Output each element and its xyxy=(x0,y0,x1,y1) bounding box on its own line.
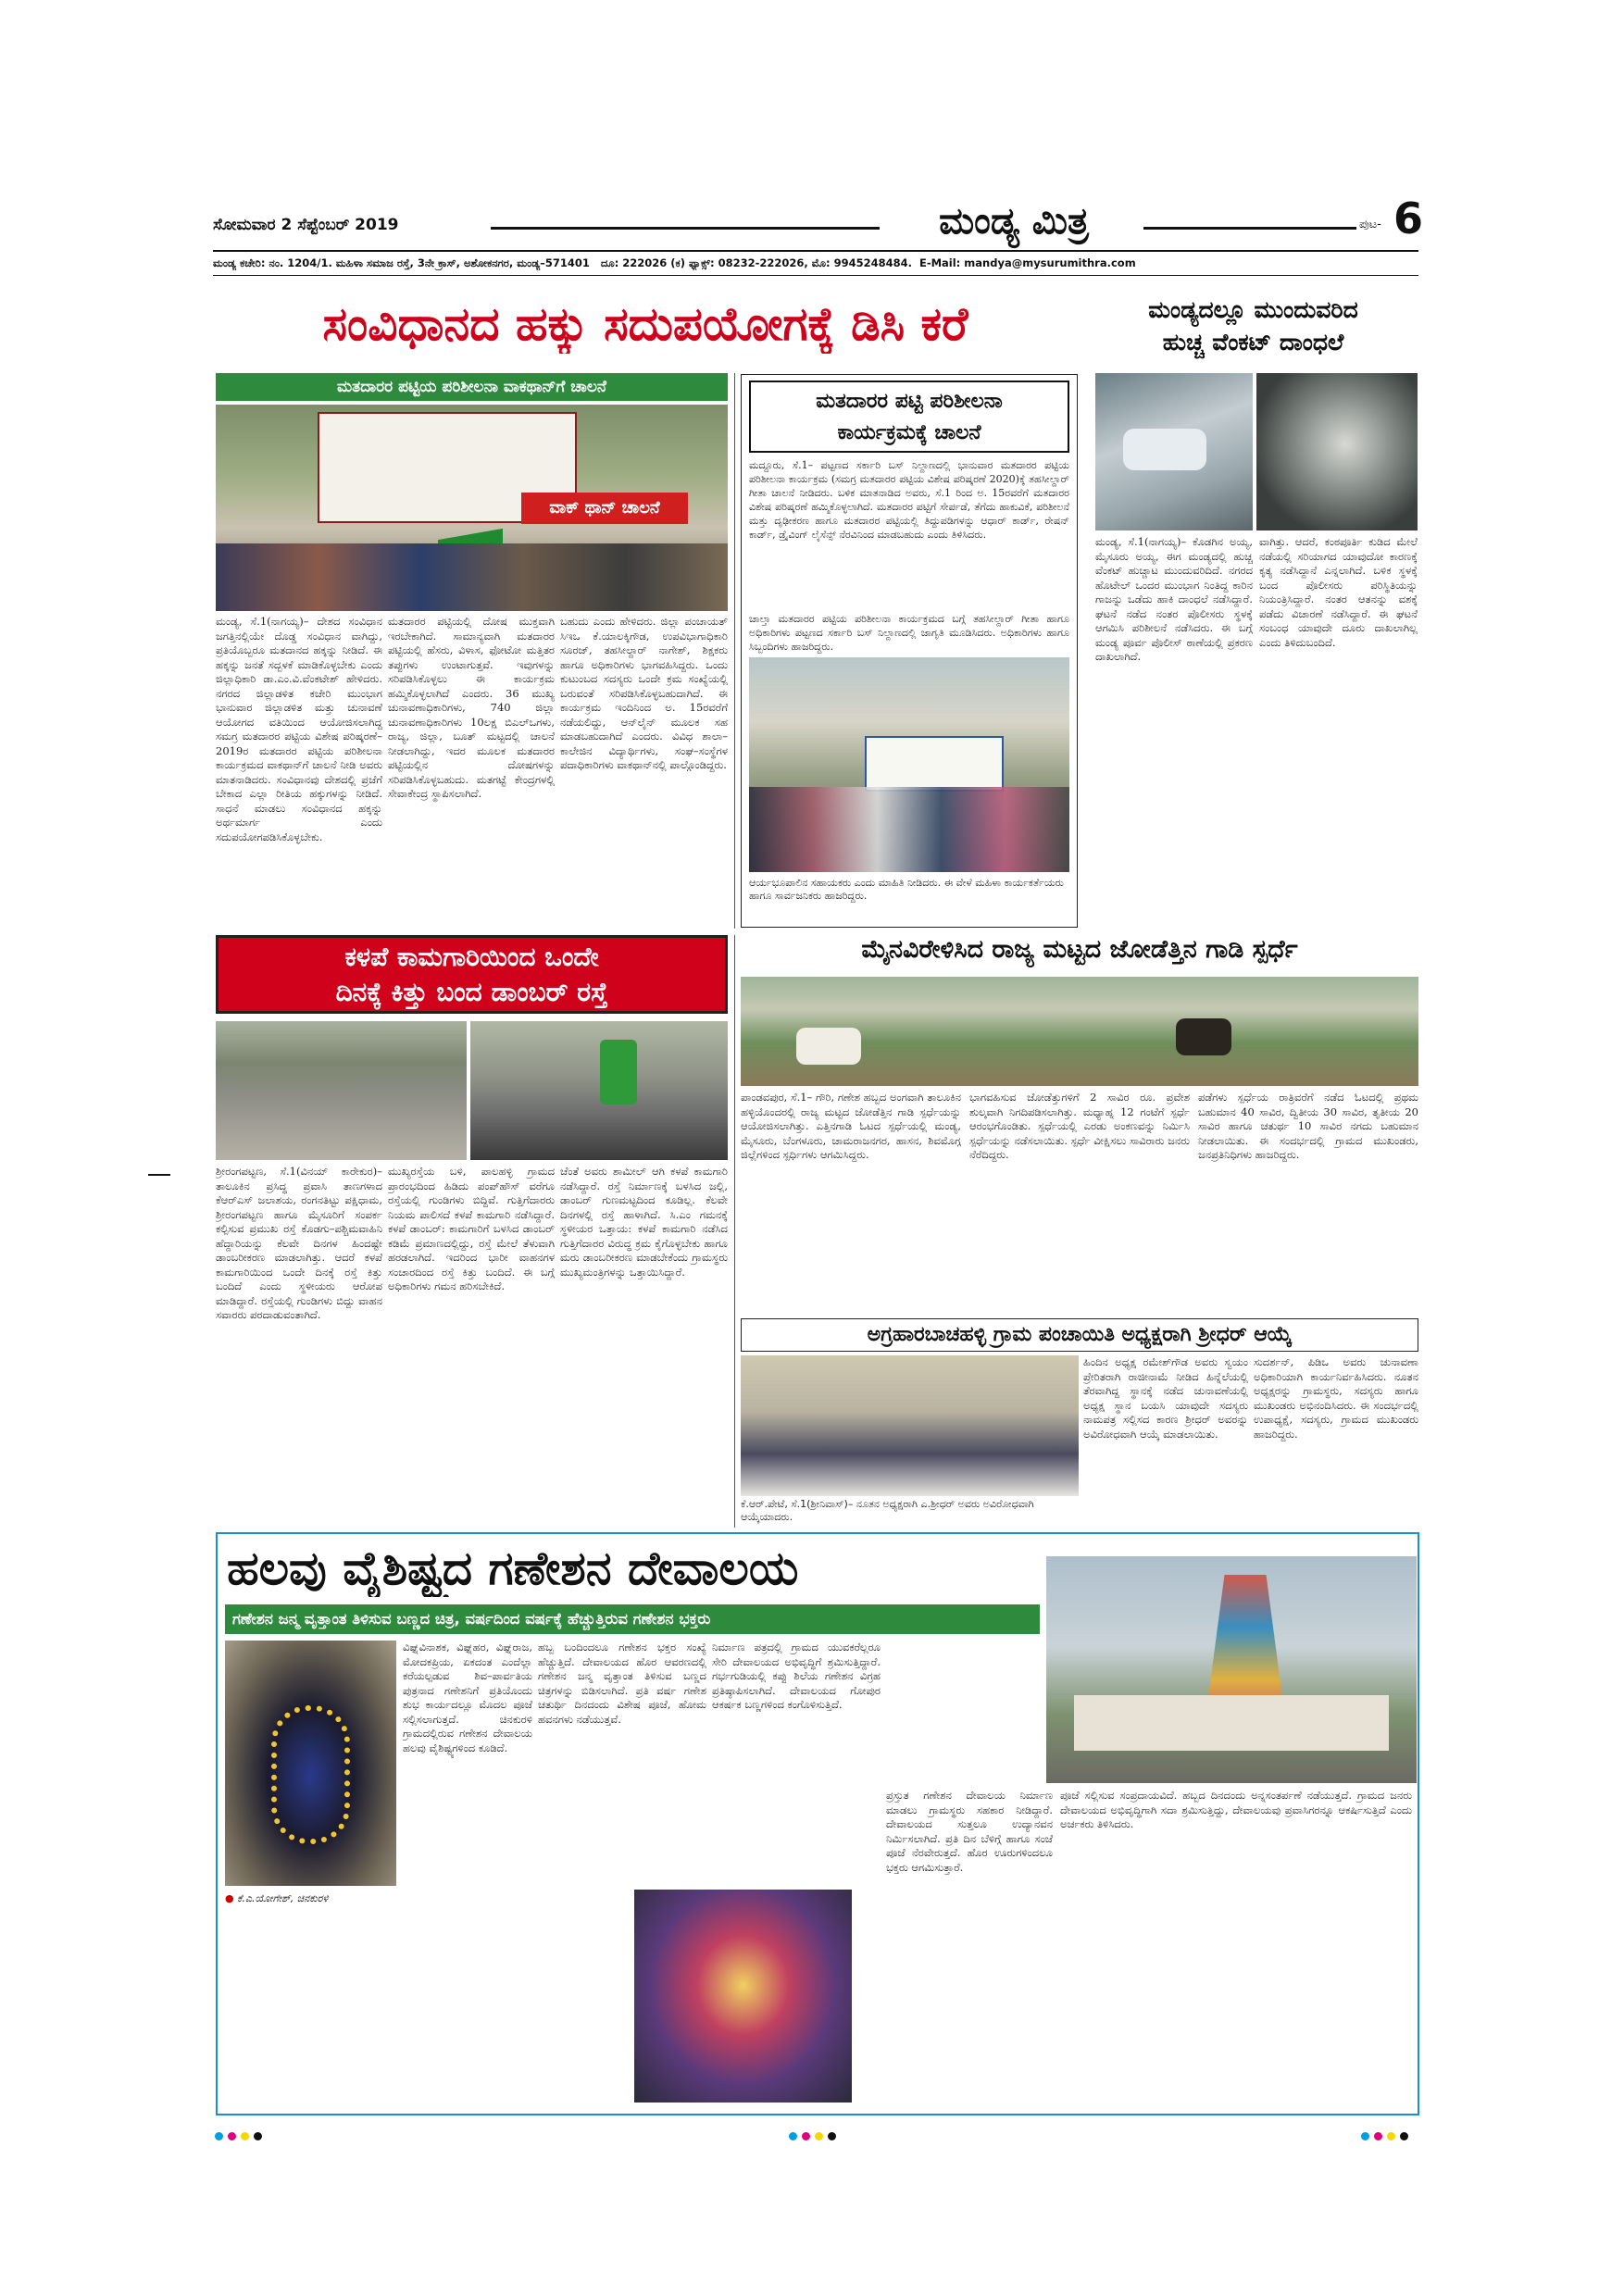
registration-dots-right xyxy=(1361,2127,1413,2144)
story3-headline-line2: ಹುಚ್ಚ ವೆಂಕಟ್ ದಾಂಧಲೆ xyxy=(1162,329,1344,356)
story3-headline-line1: ಮಂಡ್ಯದಲ್ಲೂ ಮುಂದುವರಿದ xyxy=(1148,296,1358,323)
story2-headline-box xyxy=(749,381,1069,453)
story7-photo-temple xyxy=(1046,1556,1417,1783)
story7-photo-credit xyxy=(225,1890,396,1908)
story5-col3: ಪಡೆಗಳು ಸ್ಪರ್ಧೆಯ ರಾತ್ರಿವರೆಗೆ ನಡೆದ ಓಟದಲ್ಲಿ ಪ್ರಥಮ ಬಹುಮಾನ 40 ಸಾವಿರ, ದ್ವಿತೀಯ 30 ಸಾವಿರ, ತೃತೀಯ 20 ಸಾವಿರ ಹಾಗೂ ಚತುರ್ಥ 10 ಸಾವಿರ ನಗದು ಬಹುಮಾನ ನೀಡಲಾಯಿತು. ಈ ಸಂದರ್ಭದಲ್ಲಿ ಗ್ರಾಮದ ಮುಖಂಡರು, ಜನಪ್ರತಿನಿಧಿಗಳು ಹಾಜರಿದ್ದರು. xyxy=(1198,1091,1418,1161)
story3-col2: ವಾಗಿತ್ತು. ಆದರೆ, ಕಂಠಪೂರ್ತಿ ಕುಡಿದ ಮೇಲೆ ನಡೆಯಲ್ಲಿ ಸರಿಯಾಗದ ಯಾವುದೋ ಕಾರಣಕ್ಕೆ ಕೃತ್ಯ ನಡೆಸಿದ್ದಾನೆ ಎನ್ನಲಾಗಿದೆ. ಬಳಿಕ ಸ್ಥಳಕ್ಕೆ ಬಂದ ಪೊಲೀಸರು ಪರಿಸ್ಥಿತಿಯನ್ನು ನಿಯಂತ್ರಿಸಿದ್ದಾರೆ. ನಂತರ ಆತನನ್ನು ವಶಕ್ಕೆ ಪಡೆದು ವಿಚಾರಣೆ ನಡೆಸಿದ್ದಾರೆ. ಈ ಘಟನೆ ಸಂಬಂಧ ಯಾವುದೇ ದೂರು ದಾಖಲಾಗಿಲ್ಲ ಎಂದು ತಿಳಿದುಬಂದಿದೆ. xyxy=(1259,535,1418,649)
masthead-email: E-Mail: mandya@mysurumithra.com xyxy=(918,256,1136,269)
story6-photo-group xyxy=(741,1355,1079,1496)
registration-dots-center xyxy=(789,2127,841,2144)
registration-dot-black xyxy=(828,2132,836,2140)
story1-subhead: ಮತದಾರರ ಪಟ್ಟಿಯ ಪರಿಶೀಲನಾ ವಾಕಥಾನ್‌ಗೆ ಚಾಲನೆ xyxy=(216,373,728,401)
story7-photo-credit-text: ಕೆ.ಎ.ಯೋಗೇಶ್, ಚಿನಕುರಳಿ xyxy=(237,1892,329,1904)
story4-col3: ಚೆಂತೆ ಅವರು ಶಾಮೀಲ್ ಆಗಿ ಕಳಪೆ ಕಾಮಗಾರಿ ನಡೆಸಿದ್ದಾರೆ. ರಸ್ತೆ ನಿರ್ಮಾಣಕ್ಕೆ ಬಳಸಿದ ಜಲ್ಲಿ, ಡಾಂಬರ್ ಗುಣಮಟ್ಟದಿಂದ ಕೂಡಿಲ್ಲ. ಕೆಲವೇ ದಿನಗಳಲ್ಲಿ ರಸ್ತೆ ಹಾಳಾಗಿದೆ. ಸಿ.ಎಂ ಗಮನಕ್ಕೆ ಸ್ಥಳೀಯರ ಒತ್ತಾಯ: ಕಳಪೆ ಕಾಮಗಾರಿ ನಡೆಸಿದ ಗುತ್ತಿಗೆದಾರರ ವಿರುದ್ಧ ಕ್ರಮ ಕೈಗೊಳ್ಳಬೇಕು ಹಾಗೂ ಮರು ಡಾಂಬರೀಕರಣ ಮಾಡಬೇಕೆಂದು ಗ್ರಾಮಸ್ಥರು ಮುಖ್ಯಮಂತ್ರಿಗಳನ್ನು ಒತ್ತಾಯಿಸಿದ್ದಾರೆ. xyxy=(560,1165,728,1279)
story2-caption: ಆರ್ಯಭೂಪಾಲಿನ ಸಹಾಯಕರು ಎಂದು ಮಾಹಿತಿ ನೀಡಿದರು. ಈ ವೇಳೆ ಮಹಿಳಾ ಕಾರ್ಯಕರ್ತೆಯರು ಹಾಗೂ ಸಾರ್ವಜನಿಕರು ಹಾಜರಿದ್ದರು. xyxy=(749,877,1064,902)
story4-photo-road xyxy=(216,1021,467,1160)
story6-headline: ಅಗ್ರಹಾರಬಾಚಹಳ್ಳಿ ಗ್ರಾಮ ಪಂಚಾಯಿತಿ ಅಧ್ಯಕ್ಷರಾಗಿ ಶ್ರೀಧರ್ ಆಯ್ಕೆ xyxy=(867,1323,1293,1346)
story4-divider xyxy=(734,935,735,1528)
registration-dot-cyan xyxy=(789,2132,797,2140)
story2-photo-banner xyxy=(865,736,1004,792)
story7-photo-idol xyxy=(225,1641,396,1886)
story3-photo-car xyxy=(1123,429,1206,470)
story4-col2: ಮುಖ್ಯರಸ್ತೆಯ ಬಳಿ, ಪಾಲಹಳ್ಳಿ ಗ್ರಾಮದ ಪ್ರಾರಂಭದಿಂದ ಹಿಡಿದು ಪಂಪ್‌ಹೌಸ್ ವರೆಗೂ ರಸ್ತೆಯಲ್ಲಿ ಗುಂಡಿಗಳು ಬಿದ್ದಿವೆ. ಗುತ್ತಿಗೆದಾರರು ನಿಯಮ ಪಾಲಿಸದೆ ಕಳಪೆ ಕಾಮಗಾರಿ ನಡೆಸಿದ್ದಾರೆ. ಕಳಪೆ ಡಾಂಬರ್: ಕಾಮಗಾರಿಗೆ ಬಳಸಿದ ಡಾಂಬರ್ ಕಡಿಮೆ ಪ್ರಮಾಣದಲ್ಲಿದ್ದು, ರಸ್ತೆ ಮೇಲೆ ತೆಳುವಾಗಿ ಹರಡಲಾಗಿದೆ. ಇದರಿಂದ ಭಾರೀ ವಾಹನಗಳ ಸಂಚಾರದಿಂದ ರಸ್ತೆ ಕಿತ್ತು ಬಂದಿದೆ. ಈ ಬಗ್ಗೆ ಅಧಿಕಾರಿಗಳು ಗಮನ ಹರಿಸಬೇಕಿದೆ. xyxy=(388,1165,555,1292)
masthead-left-rule xyxy=(491,227,880,230)
story7-subhead: ಗಣೇಶನ ಜನ್ಮ ವೃತ್ತಾಂತ ತಿಳಿಸುವ ಬಣ್ಣದ ಚಿತ್ರ, ವರ್ಷದಿಂದ ವರ್ಷಕ್ಕೆ ಹೆಚ್ಚುತ್ತಿರುವ ಗಣೇಶನ ಭಕ್ತರು xyxy=(225,1604,1040,1634)
story5-col2: ಭಾಗವಹಿಸುವ ಜೋಡೆತ್ತುಗಳಿಗೆ 2 ಸಾವಿರ ರೂ. ಪ್ರವೇಶ ಶುಲ್ಕವಾಗಿ ನಿಗದಿಪಡಿಸಲಾಗಿತ್ತು. ಮಧ್ಯಾಹ್ನ 12 ಗಂಟೆಗೆ ಸ್ಪರ್ಧೆ ಆರಂಭಗೊಂಡಿತು. ಸ್ಪರ್ಧೆಯಲ್ಲಿ ಎರಡು ಅಂಕಣವನ್ನು ನಿರ್ಮಿಸಿ ಸ್ಪರ್ಧೆಯನ್ನು ನಡೆಸಲಾಯಿತು. ಸ್ಪರ್ಧೆ ವೀಕ್ಷಿಸಲು ಸಾವಿರಾರು ಜನರು ನೆರೆದಿದ್ದರು. xyxy=(969,1091,1190,1161)
story1-col1: ಮಂಡ್ಯ, ಸೆ.1(ನಾಗಯ್ಯ)– ದೇಶದ ಸಂವಿಧಾನ ಜಗತ್ತಿನಲ್ಲಿಯೇ ದೊಡ್ಡ ಸಂವಿಧಾನ ವಾಗಿದ್ದು, ಪ್ರತಿಯೊಬ್ಬರೂ ಮತದಾನದ ಹಕ್ಕನ್ನು ನೀಡಿದೆ. ಈ ಹಕ್ಕನ್ನು ಜನತೆ ಸದ್ಬಳಕೆ ಮಾಡಿಕೊಳ್ಳಬೇಕು ಎಂದು ಜಿಲ್ಲಾಧಿಕಾರಿ ಡಾ.ಎಂ.ವಿ.ವೆಂಕಟೇಶ್ ಹೇಳಿದರು. ನಗರದ ಜಿಲ್ಲಾಡಳಿತ ಕಚೇರಿ ಮುಂಭಾಗ ಭಾನುವಾರ ಜಿಲ್ಲಾಡಳಿತ ಮತ್ತು ಚುನಾವಣೆ ಆಯೋಗದ ವತಿಯಿಂದ ಆಯೋಜಿಸಲಾಗಿದ್ದ ಸಮಗ್ರ ಮತದಾರರ ಪಟ್ಟಿಯ ವಿಶೇಷ ಪರಿಷ್ಕರಣೆ–2019ರ ಮತದಾರರ ಪಟ್ಟಿಯ ಪರಿಶೀಲನಾ ಕಾರ್ಯಕ್ರಮದ ವಾಕಥಾನ್‌ಗೆ ಚಾಲನೆ ನೀಡಿ ಅವರು ಮಾತನಾಡಿದರು. ಸಂವಿಧಾನವು ದೇಶದಲ್ಲಿ ಪ್ರಜೆಗೆ ಬೇಕಾದ ಎಲ್ಲಾ ರೀತಿಯ ಹಕ್ಕುಗಳನ್ನು ನೀಡಿದೆ. ಸಾಧನೆ ಮಾಡಲು ಸಂವಿಧಾನದ ಹಕ್ಕನ್ನು ಅರ್ಥಮಾರ್ಗ ಎಂದು ಸದುಪಯೋಗಪಡಿಸಿಕೊಳ್ಳಬೇಕು. xyxy=(216,615,382,843)
masthead-bottom-rule xyxy=(213,275,1418,276)
registration-dot-magenta xyxy=(228,2132,236,2140)
story4-margin-mark xyxy=(148,1174,170,1176)
story7-camera-icon: ● xyxy=(225,1892,234,1904)
story5-col1: ಪಾಂಡವಪುರ, ಸೆ.1– ಗೌರಿ, ಗಣೇಶ ಹಬ್ಬದ ಅಂಗವಾಗಿ ತಾಲೂಕಿನ ಹಳ್ಳಿಯೊಂದರಲ್ಲಿ ರಾಜ್ಯ ಮಟ್ಟದ ಜೋಡೆತ್ತಿನ ಗಾಡಿ ಸ್ಪರ್ಧೆಯನ್ನು ಆಯೋಜಿಸಲಾಗಿತ್ತು. ಎತ್ತಿನಗಾಡಿ ಓಟದ ಸ್ಪರ್ಧೆಯಲ್ಲಿ ಮಂಡ್ಯ, ಮೈಸೂರು, ಬೆಂಗಳೂರು, ಚಾಮರಾಜನಗರ, ಹಾಸನ, ಶಿವಮೊಗ್ಗ ಜಿಲ್ಲೆಗಳಿಂದ ಸ್ಪರ್ಧಿಗಳು ಆಗಮಿಸಿದ್ದರು. xyxy=(741,1091,961,1161)
story2-body: ಮದ್ದೂರು, ಸೆ.1– ಪಟ್ಟಣದ ಸರ್ಕಾರಿ ಬಸ್ ನಿಲ್ದಾಣದಲ್ಲಿ ಭಾನುವಾರ ಮತದಾರರ ಪಟ್ಟಿಯ ಪರಿಶೀಲನಾ ಕಾರ್ಯಕ್ರಮ (ಸಮಗ್ರ ಮತದಾರರ ಪಟ್ಟಿಯ ವಿಶೇಷ ಪರಿಷ್ಕರಣೆ 2020)ಕ್ಕೆ ತಹಸೀಲ್ದಾರ್ ಗೀತಾ ಚಾಲನೆ ನೀಡಿದರು. ಬಳಿಕ ಮಾತನಾಡಿದ ಅವರು, ಸೆ.1 ರಿಂದ ಅ. 15ರವರೆಗೆ ಮತದಾರರ ವಿಶೇಷ ಪರಿಷ್ಕರಣೆ ಹಮ್ಮಿಕೊಳ್ಳಲಾಗಿದೆ. ಮತದಾರರ ಪಟ್ಟಿಗೆ ಸೇರ್ಪಡೆ, ತೆಗೆದು ಹಾಕುವಿಕೆ, ಪರಿಶೀಲನೆ ಮತ್ತು ದೃಢೀಕರಣ ಹಾಗೂ ಮತದಾರರ ಪಟ್ಟಿಯಲ್ಲಿ ತಿದ್ದುಪಡಿಗಳನ್ನು ಆಧಾರ್ ಕಾರ್ಡ್, ರೇಷನ್ ಕಾರ್ಡ್, ಡ್ರೈವಿಂಗ್ ಲೈಸೆನ್ಸ್ ನೆರವಿನಿಂದ ಮಾಡಬಹುದು ಎಂದು ತಿಳಿಸಿದರು. xyxy=(749,459,1069,541)
story5-photo-bullocks-left xyxy=(796,1028,861,1065)
registration-dot-black xyxy=(254,2132,262,2140)
story5-photo-race xyxy=(741,977,1418,1086)
story2-box xyxy=(741,374,1078,928)
registration-dot-magenta xyxy=(1374,2132,1382,2140)
story7-col4: ಪ್ರಸ್ತುತ ಗಣೇಶನ ದೇವಾಲಯ ನಿರ್ಮಾಣ ಮಾಡಲು ಗ್ರಾಮಸ್ಥರು ಸಹಕಾರ ನೀಡಿದ್ದಾರೆ. ದೇವಾಲಯದ ಸುತ್ತಲೂ ಉದ್ಯಾನವನ ನಿರ್ಮಿಸಲಾಗಿದೆ. ಪ್ರತಿ ದಿನ ಬೆಳಿಗ್ಗೆ ಹಾಗೂ ಸಂಜೆ ಪೂಜೆ ನೆರವೇರುತ್ತದೆ. ಹೊರ ಊರುಗಳಿಂದಲೂ ಭಕ್ತರು ಆಗಮಿಸುತ್ತಾರೆ. xyxy=(886,1789,1053,1874)
registration-dot-cyan xyxy=(215,2132,223,2140)
story1-photo-banner-text: ವಾಕ್ ಥಾನ್ ಚಾಲನೆ xyxy=(521,493,688,524)
masthead-paper-name: ಮಂಡ್ಯ ಮಿತ್ರ xyxy=(939,199,1089,243)
story3-photo-cctv xyxy=(1095,373,1253,530)
story1-col3: ಬಹುದು ಎಂದು ಹೇಳಿದರು. ಜಿಲ್ಲಾ ಪಂಚಾಯತ್ ಸಿಇಒ ಕೆ.ಯಾಲಕ್ಕಿಗೌಡ, ಉಪವಿಭಾಗಾಧಿಕಾರಿ ಸೂರಜ್, ತಹಸೀಲ್ದಾರ್ ನಾಗೇಶ್, ಶಿಕ್ಷಕರು ಹಾಗೂ ಅಧಿಕಾರಿಗಳು ಭಾಗವಹಿಸಿದ್ದರು. ಒಂದು ಕುಟುಂಬದ ಸದಸ್ಯರು ಒಂದೇ ಕ್ರಮ ಸಂಖ್ಯೆಯಲ್ಲಿ ಬರುವಂತೆ ಸರಿಪಡಿಸಿಕೊಳ್ಳಬಹುದಾಗಿದೆ. ಈ ಕಾರ್ಯಕ್ರಮ ಇಂದಿನಿಂದ ಅ. 15ರವರೆಗೆ ನಡೆಯಲಿದ್ದು, ಆನ್‌ಲೈನ್ ಮೂಲಕ ಸಹ ಮಾಡಬಹುದಾಗಿದೆ ಎಂದರು. ವಿವಿಧ ಶಾಲಾ–ಕಾಲೇಜಿನ ವಿದ್ಯಾರ್ಥಿಗಳು, ಸಂಘ–ಸಂಸ್ಥೆಗಳ ಪದಾಧಿಕಾರಿಗಳು ವಾಕಥಾನ್‌ನಲ್ಲಿ ಪಾಲ್ಗೊಂಡಿದ್ದರು. xyxy=(560,615,728,771)
story7-headline: ಹಲವು ವೈಶಿಷ್ಟ್ಯದ ಗಣೇಶನ ದೇವಾಲಯ xyxy=(227,1541,799,1595)
story7-col3: ನಿರ್ಮಾಣ ಪತ್ರದಲ್ಲಿ ಗ್ರಾಮದ ಯುವಕರೆಲ್ಲರೂ ಸೇರಿ ದೇವಾಲಯದ ಅಭಿವೃದ್ಧಿಗೆ ಶ್ರಮಿಸುತ್ತಿದ್ದಾರೆ. ಗರ್ಭಗುಡಿಯಲ್ಲಿ ಕಪ್ಪು ಶಿಲೆಯ ಗಣೇಶನ ವಿಗ್ರಹ ಪ್ರತಿಷ್ಠಾಪಿಸಲಾಗಿದೆ. ದೇವಾಲಯದ ಗೋಪುರ ಆಕರ್ಷಕ ಬಣ್ಣಗಳಿಂದ ಕಂಗೊಳಿಸುತ್ತಿದೆ. xyxy=(712,1641,881,1711)
story3-photo-broken-glass xyxy=(1256,373,1418,530)
story4-headline-line2: ದಿನಕ್ಕೆ ಕಿತ್ತು ಬಂದ ಡಾಂಬರ್ ರಸ್ತೆ xyxy=(335,977,608,1007)
masthead-page-number: 6 xyxy=(1393,193,1424,243)
story7-col2: ಹಬ್ಬ ಬಂದಿಂದಲೂ ಗಣೇಶನ ಭಕ್ತರ ಸಂಖ್ಯೆ ಹೆಚ್ಚುತ್ತಿದೆ. ದೇವಾಲಯದ ಹೊರ ಆವರಣದಲ್ಲಿ ಗಣೇಶನ ಜನ್ಮ ವೃತ್ತಾಂತ ತಿಳಿಸುವ ಬಣ್ಣದ ಚಿತ್ರಗಳನ್ನು ಬಿಡಿಸಲಾಗಿದೆ. ಪ್ರತಿ ವರ್ಷ ಗಣೇಶ ಚತುರ್ಥಿ ದಿನದಂದು ವಿಶೇಷ ಪೂಜೆ, ಹೋಮ ಹವನಗಳು ನಡೆಯುತ್ತವೆ. xyxy=(538,1641,706,1726)
masthead-contact-line xyxy=(213,256,1418,270)
story1-col2: ಮತದಾರರ ಪಟ್ಟಿಯಲ್ಲಿ ದೋಷ ಮುಕ್ತವಾಗಿ ಇರಬೇಕಾಗಿದೆ. ಸಾಮಾನ್ಯವಾಗಿ ಮತದಾರರ ಪಟ್ಟಿಯಲ್ಲಿ ಹೆಸರು, ವಿಳಾಸ, ಫೋಟೋ ಮತ್ತಿತರ ತಪ್ಪುಗಳು ಉಂಟಾಗುತ್ತವೆ. ಇವುಗಳನ್ನು ಸರಿಪಡಿಸಿಕೊಳ್ಳಲು ಈ ಕಾರ್ಯಕ್ರಮ ಹಮ್ಮಿಕೊಳ್ಳಲಾಗಿದೆ ಎಂದರು. 36 ಮುಖ್ಯ ಚುನಾವಣಾಧಿಕಾರಿಗಳು, 740 ಜಿಲ್ಲಾ ಚುನಾವಣಾಧಿಕಾರಿಗಳು 10ಲಕ್ಷ ಬಿಎಲ್‌ಒಗಳು, ರಾಜ್ಯ, ಜಿಲ್ಲಾ, ಬೂತ್ ಮಟ್ಟದಲ್ಲಿ ಚಾಲನೆ ನೀಡಲಾಗಿದ್ದು, ಇದರ ಮೂಲಕ ಮತದಾರರ ಪಟ್ಟಿಯಲ್ಲಿನ ದೋಷಗಳನ್ನು ಸರಿಪಡಿಸಿಕೊಳ್ಳಬಹುದು. ಮತಗಟ್ಟೆ ಕೇಂದ್ರಗಳಲ್ಲಿ ಸೇವಾಕೇಂದ್ರ ಸ್ಥಾಪಿಸಲಾಗಿದೆ. xyxy=(388,615,555,800)
story6-caption: ಕೆ.ಆರ್.ಪೇಟೆ, ಸೆ.1(ಶ್ರೀನಿವಾಸ್)– ನೂತನ ಅಧ್ಯಕ್ಷರಾಗಿ ಎ.ಶ್ರೀಧರ್ ಅವರು ಅವಿರೋಧವಾಗಿ ಆಯ್ಕೆಯಾದರು. xyxy=(741,1498,1034,1523)
story7-photo-garland xyxy=(271,1705,350,1844)
masthead-underline xyxy=(213,250,1418,252)
story1-photo-walkathon xyxy=(216,405,728,611)
story5-photo-bullocks-right xyxy=(1176,1018,1231,1055)
story2-photo-awareness xyxy=(749,657,1069,872)
registration-dot-cyan xyxy=(1361,2132,1369,2140)
masthead xyxy=(213,193,1424,282)
story7-col5: ಪೂಜೆ ಸಲ್ಲಿಸುವ ಸಂಪ್ರದಾಯವಿದೆ. ಹಬ್ಬದ ದಿನದಂದು ಅನ್ನಸಂತರ್ಪಣೆ ನಡೆಯುತ್ತದೆ. ಗ್ರಾಮದ ಜನರು ದೇವಾಲಯದ ಅಭಿವೃದ್ಧಿಗಾಗಿ ಸದಾ ಶ್ರಮಿಸುತ್ತಿದ್ದು, ದೇವಾಲಯವು ಪ್ರವಾಸಿಗರನ್ನೂ ಆಕರ್ಷಿಸುತ್ತಿದೆ ಎಂದು ಅರ್ಚಕರು ತಿಳಿಸಿದರು. xyxy=(1060,1789,1412,1830)
registration-dot-black xyxy=(1400,2132,1408,2140)
story1-photo-crowd xyxy=(216,543,728,611)
story4-photo-patching xyxy=(470,1021,728,1160)
masthead-page-label: ಪುಟ- xyxy=(1359,218,1381,231)
story1-headline: ಸಂವಿಧಾನದ ಹಕ್ಕು ಸದುಪಯೋಗಕ್ಕೆ ಡಿಸಿ ಕರೆ xyxy=(322,297,968,351)
story2-body2: ಚಾಲ್ತಾ ಮತದಾರರ ಪಟ್ಟಿಯ ಪರಿಶೀಲನಾ ಕಾರ್ಯಕ್ರಮದ ಬಗ್ಗೆ ತಹಸೀಲ್ದಾರ್ ಗೀತಾ ಹಾಗೂ ಅಧಿಕಾರಿಗಳು ಪಟ್ಟಣದ ಸರ್ಕಾರಿ ಬಸ್ ನಿಲ್ದಾಣದಲ್ಲಿ ಜಾಗೃತಿ ಮೂಡಿಸಿದರು. ಅಧಿಕಾರಿಗಳು ಹಾಗೂ ಸಿಬ್ಬಂದಿಗಳು ಹಾಜರಿದ್ದರು. xyxy=(749,613,1069,653)
registration-dot-magenta xyxy=(802,2132,810,2140)
registration-dot-yellow xyxy=(241,2132,249,2140)
story7-col1: ವಿಘ್ನವಿನಾಶಕ, ವಿಘ್ನಹರ, ವಿಘ್ನರಾಜ, ಮೋದಕಪ್ರಿಯ, ಏಕದಂತ ಎಂದೆಲ್ಲಾ ಕರೆಯಲ್ಪಡುವ ಶಿವ–ಪಾರ್ವತಿಯ ಪುತ್ರನಾದ ಗಣೇಶನಿಗೆ ಪ್ರತಿಯೊಂದು ಶುಭ ಕಾರ್ಯದಲ್ಲೂ ಮೊದಲ ಪೂಜೆ ಸಲ್ಲಿಸಲಾಗುತ್ತದೆ. ಚಿನಕುರಳಿ ಗ್ರಾಮದಲ್ಲಿರುವ ಗಣೇಶನ ದೇವಾಲಯ ಹಲವು ವೈಶಿಷ್ಟ್ಯಗಳಿಂದ ಕೂಡಿದೆ. xyxy=(403,1641,532,1754)
story7-photo-decorated-idol xyxy=(634,1890,852,2103)
story7-photo-hall xyxy=(1074,1695,1389,1751)
story6-col2: ಸುದರ್ಶನ್, ಪಿಡಿಒ ಅವರು ಚುನಾವಣಾ ಅಧಿಕಾರಿಯಾಗಿ ಕಾರ್ಯನಿರ್ವಹಿಸಿದರು. ನೂತನ ಅಧ್ಯಕ್ಷರನ್ನು ಗ್ರಾಮಸ್ಥರು, ಸದಸ್ಯರು ಹಾಗೂ ಮುಖಂಡರು ಅಭಿನಂದಿಸಿದರು. ಈ ಸಂದರ್ಭದಲ್ಲಿ ಉಪಾಧ್ಯಕ್ಷೆ, ಸದಸ್ಯರು, ಗ್ರಾಮದ ಮುಖಂಡರು ಹಾಜರಿದ್ದರು. xyxy=(1254,1355,1418,1441)
story2-photo-people xyxy=(749,787,1069,872)
masthead-right-rule xyxy=(1143,227,1356,230)
story4-headline-box xyxy=(216,935,728,1014)
story1-divider xyxy=(734,373,735,929)
story7-frame xyxy=(216,1532,1419,2115)
masthead-phone: ದೂ: 222026 (ಕ) ಫ್ಯಾಕ್ಸ್: 08232-222026, ಮೊ: 9945248484. xyxy=(600,256,912,269)
story5-headline: ಮೈನವಿರೇಳಿಸಿದ ರಾಜ್ಯ ಮಟ್ಟದ ಜೋಡೆತ್ತಿನ ಗಾಡಿ ಸ್ಪರ್ಧೆ xyxy=(861,935,1298,964)
masthead-date: ಸೋಮವಾರ 2 ಸೆಪ್ಟೆಂಬರ್ 2019 xyxy=(213,216,399,234)
story6-headline-box xyxy=(741,1318,1418,1352)
masthead-address: ಮಂಡ್ಯ ಕಚೇರಿ: ನಂ. 1204/1. ಮಹಿಳಾ ಸಮಾಜ ರಸ್ತೆ, 3ನೇ ಕ್ರಾಸ್, ಅಶೋಕನಗರ, ಮಂಡ್ಯ–571401 xyxy=(213,256,590,269)
registration-dot-yellow xyxy=(1387,2132,1395,2140)
registration-dots-left xyxy=(215,2127,267,2144)
story6-col1: ಹಿಂದಿನ ಅಧ್ಯಕ್ಷ ರಮೇಶ್‌ಗೌಡ ಅವರು ಸ್ವಯಂ ಪ್ರೇರಿತರಾಗಿ ರಾಜೀನಾಮೆ ನೀಡಿದ ಹಿನ್ನೆಲೆಯಲ್ಲಿ ತೆರವಾಗಿದ್ದ ಸ್ಥಾನಕ್ಕೆ ನಡೆದ ಚುನಾವಣೆಯಲ್ಲಿ ಅಧ್ಯಕ್ಷ ಸ್ಥಾನ ಬಯಸಿ ಯಾವುದೇ ಸದಸ್ಯರು ನಾಮಪತ್ರ ಸಲ್ಲಿಸದ ಕಾರಣ ಶ್ರೀಧರ್ ಅವರನ್ನು ಅವಿರೋಧವಾಗಿ ಆಯ್ಕೆ ಮಾಡಲಾಯಿತು. xyxy=(1083,1355,1248,1441)
story3-col1: ಮಂಡ್ಯ, ಸೆ.1(ನಾಗಯ್ಯ)– ಕೊಡಗಿನ ಅಯ್ಯ, ಮೈಸೂರು ಅಯ್ಯ, ಈಗ ಮಂಡ್ಯದಲ್ಲಿ ಹುಚ್ಚ ವೆಂಕಟ್ ಹುಚ್ಚಾಟ ಮುಂದುವರಿದಿದೆ. ನಗರದ ಹೊಟೇಲ್ ಒಂದರ ಮುಂಭಾಗ ನಿಂತಿದ್ದ ಕಾರಿನ ಗಾಜನ್ನು ಒಡೆದು ಹಾಕಿ ದಾಂಧಲೆ ನಡೆಸಿದ್ದಾರೆ. ಘಟನೆ ನಡೆದ ನಂತರ ಪೊಲೀಸರು ಸ್ಥಳಕ್ಕೆ ಆಗಮಿಸಿ ಪರಿಶೀಲನೆ ನಡೆಸಿದರು. ಈ ಬಗ್ಗೆ ಮಂಡ್ಯ ಪೂರ್ವ ಪೊಲೀಸ್ ಠಾಣೆಯಲ್ಲಿ ಪ್ರಕರಣ ದಾಖಲಾಗಿದೆ. xyxy=(1095,535,1253,663)
registration-dot-yellow xyxy=(815,2132,823,2140)
story4-photo-worker xyxy=(600,1040,637,1104)
story4-headline-line1: ಕಳಪೆ ಕಾಮಗಾರಿಯಿಂದ ಒಂದೇ xyxy=(344,942,599,972)
story2-headline: ಮತದಾರರ ಪಟ್ಟಿ ಪರಿಶೀಲನಾ ಕಾರ್ಯಕ್ರಮಕ್ಕೆ ಚಾಲನೆ xyxy=(816,390,1003,444)
story4-col1: ಶ್ರೀರಂಗಪಟ್ಟಣ, ಸೆ.1(ವಿನಯ್ ಕಾರೇಕುರ)– ತಾಲೂಕಿನ ಪ್ರಸಿದ್ಧ ಪ್ರವಾಸಿ ತಾಣಗಳಾದ ಕೆಆರ್‌ಎಸ್ ಜಲಾಶಯ, ರಂಗನತಿಟ್ಟು ಪಕ್ಷಿಧಾಮ, ಶ್ರೀರಂಗಪಟ್ಟಣ ಹಾಗೂ ಮೈಸೂರಿಗೆ ಸಂಪರ್ಕ ಕಲ್ಪಿಸುವ ಪ್ರಮುಖ ರಸ್ತೆ ಕೊಡಗು–ಪಶ್ಚಿಮವಾಹಿನಿ ಹೆದ್ದಾರಿಯನ್ನು ಕೆಲವೇ ದಿನಗಳ ಹಿಂದಷ್ಟೇ ಡಾಂಬರೀಕರಣ ಮಾಡಲಾಗಿತ್ತು. ಆದರೆ ಕಳಪೆ ಕಾಮಗಾರಿಯಿಂದ ಒಂದೇ ದಿನಕ್ಕೆ ರಸ್ತೆ ಕಿತ್ತು ಬಂದಿದೆ ಎಂದು ಸ್ಥಳೀಯರು ಆರೋಪ ಮಾಡಿದ್ದಾರೆ. ರಸ್ತೆಯಲ್ಲಿ ಗುಂಡಿಗಳು ಬಿದ್ದು ವಾಹನ ಸವಾರರು ಪರದಾಡುವಂತಾಗಿದೆ. xyxy=(216,1165,382,1321)
